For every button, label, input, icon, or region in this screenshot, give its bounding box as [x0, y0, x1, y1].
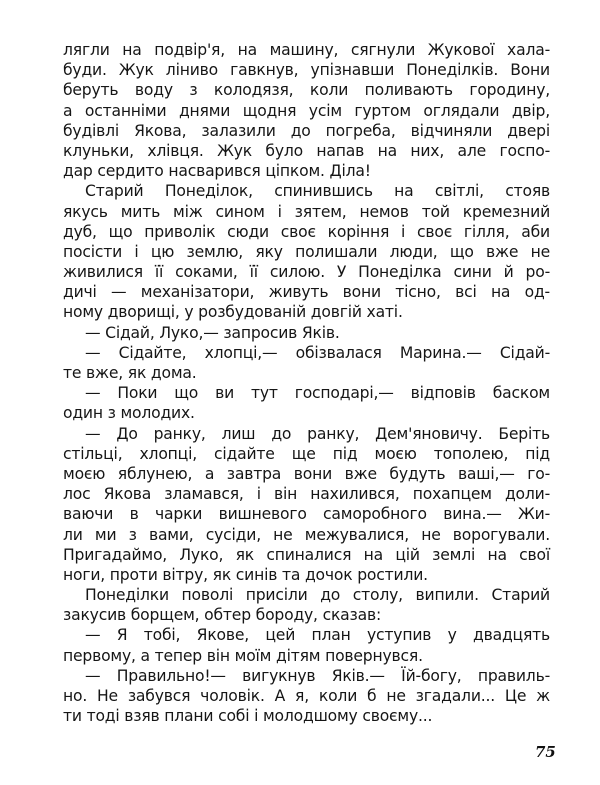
text-line: ноги, проти вітру, як синів та дочок ростили. — [63, 565, 428, 584]
text-line: дуб, що приволік сюди своє коріння і своє гілля, аби — [63, 222, 550, 241]
text-line: лос Якова зламався, і він нахилився, похапцем доли- — [63, 485, 550, 504]
paragraph — [63, 40, 550, 181]
text-line: первому, а тепер він моїм дітям повернувся. — [63, 646, 423, 665]
paragraph — [63, 424, 550, 586]
text-line: ти тоді взяв плани собі і молодшому своєму... — [63, 707, 433, 726]
text-line: те вже, як дома. — [63, 364, 197, 382]
paragraph — [63, 181, 550, 322]
paragraph — [63, 585, 550, 625]
text-line: — Поки що ви тут господарі,— відповів баском — [85, 384, 550, 403]
text-line: — Сідай, Луко,— запросив Яків. — [85, 323, 340, 342]
text-line: один з молодих. — [63, 404, 195, 423]
text-line: но. Не забувся чоловік. А я, коли б не згадали... Це ж — [63, 687, 550, 705]
text-line: будівлі Якова, залазили до погреба, відчиняли двері — [63, 121, 550, 140]
text-line: дар сердито насварився ціпком. Діла! — [63, 162, 371, 181]
text-line: а останніми днями щодня усім гуртом оглядали двір, — [63, 101, 550, 120]
text-line: — Я тобі, Якове, цей план уступив у двадцять — [85, 626, 550, 645]
text-line: посісти і цю землю, яку полишали люди, що вже не — [63, 242, 550, 261]
text-line: лягли на подвір'я, на машину, сягнули Жукової хала- — [63, 41, 550, 59]
text-line: ному дворищі, у розбудованій довгій хаті. — [63, 303, 403, 322]
text-line: буди. Жук ліниво гавкнув, упізнавши Понеділків. Вони — [63, 61, 550, 80]
text-line: беруть воду з колодязя, коли поливають городину, — [63, 81, 550, 100]
text-line: стільці, хлопці, сідайте ще під моєю тополею, під — [63, 444, 550, 463]
text-line: — Сідайте, хлопці,— обізвалася Марина.— Сідай- — [85, 343, 550, 362]
text-line: закусив борщем, обтер бороду, сказав: — [63, 606, 382, 625]
text-line: ваючи в чарки вишневого саморобного вина.— Жи- — [63, 505, 550, 524]
paragraph — [63, 323, 550, 343]
paragraph — [63, 666, 550, 727]
text-line: ли ми з вами, сусіди, не межувалися, не ворогували. — [63, 525, 550, 544]
text-line: — До ранку, лиш до ранку, Дем'яновичу. Беріть — [85, 424, 550, 443]
text-line: Старий Понеділок, спинившись на світлі, стояв — [85, 182, 550, 201]
page-number: 75 — [535, 743, 556, 761]
text-line: Понеділки поволі присіли до столу, випили. Старий — [85, 586, 550, 605]
paragraph — [63, 343, 550, 383]
text-line: дичі — механізатори, живуть вони тісно, всі на од- — [63, 283, 550, 302]
text-line: Пригадаймо, Луко, як спиналися на цій землі на свої — [63, 545, 550, 564]
text-line: живилися її соками, її силою. У Понеділка сини й ро- — [63, 263, 550, 282]
text-line: моєю яблунею, а завтра вони вже будуть ваші,— го- — [63, 464, 550, 483]
paragraph — [63, 625, 550, 665]
text-line: якусь мить між сином і зятем, немов той кремезний — [63, 202, 550, 221]
text-line: — Правильно!— вигукнув Яків.— Їй-богу, правиль- — [85, 666, 550, 685]
text-line: клуньки, хлівця. Жук було напав на них, але госпо- — [63, 141, 550, 160]
paragraph — [63, 383, 550, 423]
body-text — [63, 40, 550, 726]
